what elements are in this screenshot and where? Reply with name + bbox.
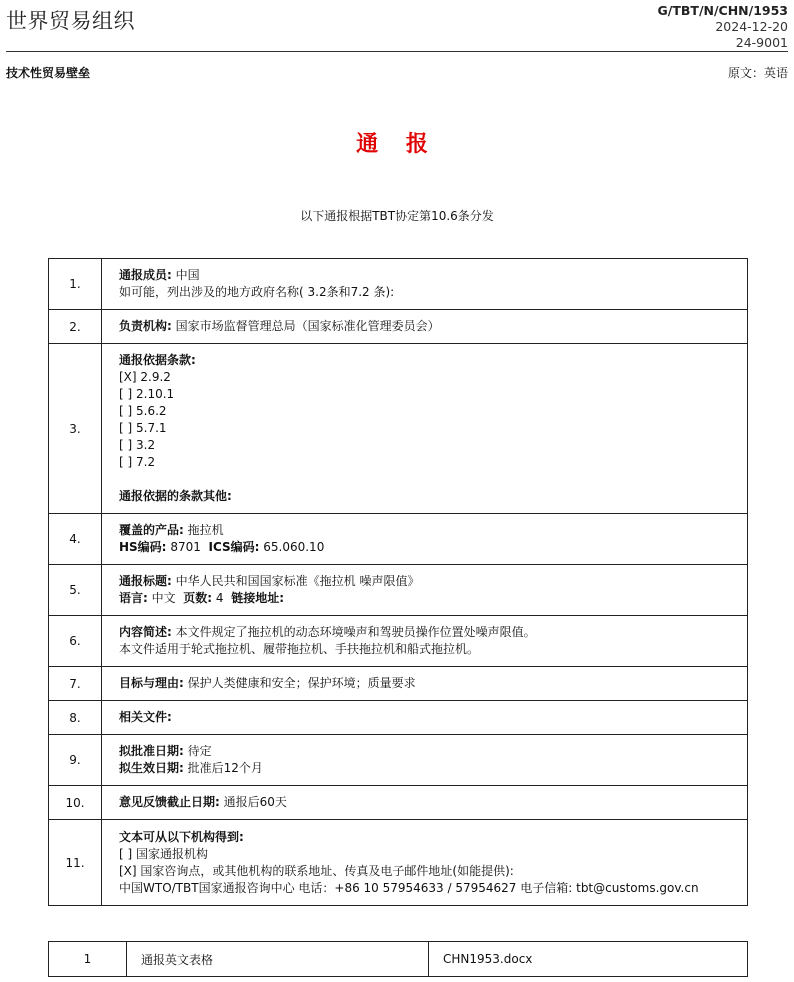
table-row xyxy=(49,310,748,344)
field-label: 覆盖的产品: xyxy=(119,523,184,537)
document-reference xyxy=(658,3,788,51)
item-number: 5. xyxy=(49,565,102,616)
table-row xyxy=(49,701,748,735)
notification-subtitle: 以下通报根据TBT协定第10.6条分发 xyxy=(300,209,494,223)
field-value: 中国 xyxy=(171,268,200,282)
item-content xyxy=(102,310,748,344)
item-content xyxy=(102,820,748,906)
option-checkbox: [X] 2.9.2 xyxy=(119,370,171,384)
field-value: 8701 xyxy=(166,540,201,554)
field-value: 本文件规定了拖拉机的动态环境噪声和驾驶员操作位置处噪声限值。 xyxy=(171,625,536,639)
table-row xyxy=(49,820,748,906)
item-content xyxy=(102,786,748,820)
committee-name: 技术性贸易壁垒 xyxy=(6,66,91,80)
org-title: 世界贸易组织 xyxy=(6,9,135,33)
attachment-table xyxy=(48,941,748,977)
attachment-number: 1 xyxy=(49,942,127,977)
field-label: 目标与理由: xyxy=(119,676,184,690)
table-row xyxy=(49,667,748,701)
document-number: 24-9001 xyxy=(735,35,788,50)
field-value: 批准后12个月 xyxy=(183,761,263,775)
option-checkbox: [ ] 国家通报机构 xyxy=(119,846,208,861)
field-value: 国家市场监督管理总局（国家标准化管理委员会） xyxy=(171,319,440,333)
field-label: 负责机构: xyxy=(119,319,172,333)
field-label: 通报标题: xyxy=(119,574,172,588)
item-content xyxy=(102,735,748,786)
option-checkbox: [ ] 5.6.2 xyxy=(119,404,167,418)
item-content xyxy=(102,565,748,616)
field-label: 拟生效日期: xyxy=(119,761,184,775)
field-label: 语言: xyxy=(119,591,148,605)
table-row xyxy=(49,942,748,977)
field-value: 65.060.10 xyxy=(259,540,325,554)
field-value: 待定 xyxy=(183,744,212,758)
table-row xyxy=(49,616,748,667)
option-checkbox: [ ] 3.2 xyxy=(119,438,156,452)
item-number: 3. xyxy=(49,344,102,514)
field-label: 通报依据条款: xyxy=(119,353,196,367)
field-value: 拖拉机 xyxy=(183,523,224,537)
original-language: 原文：英语 xyxy=(727,66,788,80)
item-number: 11. xyxy=(49,820,102,906)
field-note: 如可能，列出涉及的地方政府名称( 3.2条和7.2 条): xyxy=(119,285,395,299)
item-number: 8. xyxy=(49,701,102,735)
option-checkbox: [ ] 2.10.1 xyxy=(119,387,175,401)
field-label: 拟批准日期: xyxy=(119,744,184,758)
field-label: 通报成员: xyxy=(119,268,172,282)
header-divider xyxy=(6,51,788,52)
document-symbol: G/TBT/N/CHN/1953 xyxy=(657,3,788,18)
item-number: 7. xyxy=(49,667,102,701)
field-label: 意见反馈截止日期: xyxy=(119,795,220,809)
item-number: 10. xyxy=(49,786,102,820)
table-row xyxy=(49,786,748,820)
option-checkbox: [ ] 5.7.1 xyxy=(119,421,167,435)
item-number: 9. xyxy=(49,735,102,786)
field-label: 通报依据的条款其他: xyxy=(119,489,232,503)
field-label: 页数: xyxy=(183,591,213,605)
item-number: 2. xyxy=(49,310,102,344)
field-label: 链接地址: xyxy=(231,591,284,605)
item-number: 1. xyxy=(49,259,102,310)
item-content xyxy=(102,616,748,667)
item-content xyxy=(102,701,748,735)
field-value: 通报后60天 xyxy=(219,795,287,809)
notification-title: 通 报 xyxy=(356,132,438,157)
field-value: 中华人民共和国国家标准《拖拉机 噪声限值》 xyxy=(171,574,420,588)
item-content xyxy=(102,259,748,310)
field-value: 4 xyxy=(212,591,224,605)
item-number: 6. xyxy=(49,616,102,667)
document-date: 2024-12-20 xyxy=(715,19,788,34)
field-label: 文本可从以下机构得到: xyxy=(119,829,244,844)
field-label: 内容简述: xyxy=(119,625,172,639)
item-content xyxy=(102,344,748,514)
field-value: 中文 xyxy=(147,591,176,605)
field-label: 相关文件: xyxy=(119,710,172,724)
notification-table xyxy=(48,258,748,906)
option-checkbox: [X] 国家咨询点，或其他机构的联系地址、传真及电子邮件地址(如能提供): xyxy=(119,863,514,878)
table-row xyxy=(49,565,748,616)
field-value: 本文件适用于轮式拖拉机、履带拖拉机、手扶拖拉机和船式拖拉机。 xyxy=(119,642,480,656)
field-label: ICS编码: xyxy=(208,540,260,554)
field-label: HS编码: xyxy=(119,540,167,554)
attachment-file-link[interactable]: CHN1953.docx xyxy=(429,942,748,977)
table-row xyxy=(49,344,748,514)
item-content xyxy=(102,514,748,565)
contact-info: 中国WTO/TBT国家通报咨询中心 电话：+86 10 57954633 / 57954627 电子信箱: tbt@customs.gov.cn xyxy=(119,880,699,895)
option-checkbox: [ ] 7.2 xyxy=(119,455,156,469)
table-row xyxy=(49,259,748,310)
item-number: 4. xyxy=(49,514,102,565)
table-row xyxy=(49,514,748,565)
field-value: 保护人类健康和安全；保护环境；质量要求 xyxy=(183,676,416,690)
item-content xyxy=(102,667,748,701)
table-row xyxy=(49,735,748,786)
attachment-title: 通报英文表格 xyxy=(127,942,429,977)
